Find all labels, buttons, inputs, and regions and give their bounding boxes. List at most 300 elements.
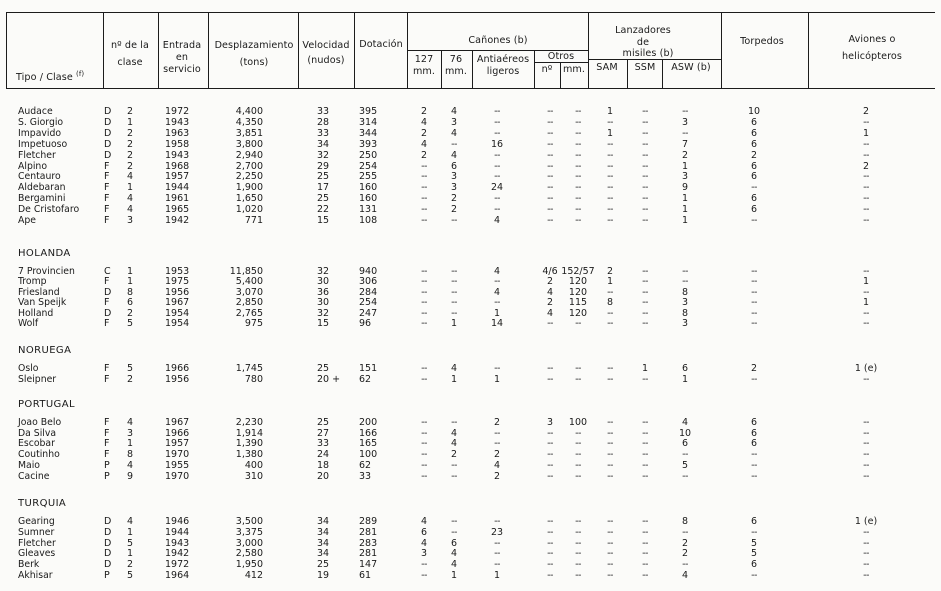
table-cell: 1967 [165,297,190,309]
table-cell: -- [607,438,613,450]
table-cell: 29 [317,160,330,172]
table-cell: 1944 [165,526,190,538]
table-cell: -- [547,215,553,226]
table-cell: 254 [359,160,378,172]
table-cell: -- [642,182,648,194]
table-cell: -- [607,516,613,527]
table-cell: 100 [568,417,588,428]
table-cell: 1954 [165,307,190,319]
table-cell: 6 [750,516,758,527]
table-cell: 4 [127,516,134,527]
table-cell: -- [547,363,553,374]
table-cell: 166 [359,427,378,439]
table-cell: -- [642,149,648,161]
table-cell: -- [642,548,648,560]
table-cell: 5 [750,537,758,549]
table-cell: 255 [359,171,378,183]
col-rule [588,12,589,88]
table-cell: 2 [420,127,428,139]
table-cell: F [104,427,110,439]
table-cell: 1963 [165,127,190,139]
header-antiaereos: ligeros [486,66,520,77]
table-cell: 9 [127,470,134,482]
table-cell: -- [682,127,688,139]
table-cell: -- [547,526,553,538]
table-cell: -- [607,204,613,216]
table-cell: -- [421,276,427,288]
table-cell: -- [642,318,648,329]
table-cell: -- [642,106,648,117]
table-left-rule [6,12,7,88]
table-cell: -- [607,449,613,461]
table-cell: 254 [359,297,378,309]
header-torpedos: Torpedos [740,36,784,47]
table-cell: -- [494,171,500,183]
table-cell: 1957 [165,171,190,183]
table-cell: 2,700 [235,160,263,172]
table-cell: -- [607,570,613,581]
table-cell: -- [607,160,613,172]
table-cell: 1 [641,363,649,374]
table-cell: 32 [317,307,330,319]
ship-name-cell: Centauro [18,171,61,183]
table-cell: -- [863,373,869,385]
table-cell: 3,000 [235,537,263,549]
table-cell: D [104,307,112,319]
ship-name-cell: De Cristofaro [18,204,80,216]
table-cell: 1955 [165,459,190,471]
table-cell: 6 [750,127,758,139]
table-cell: 4 [450,149,458,161]
col-rule [208,12,209,88]
table-cell: 6 [750,438,758,450]
ship-name-cell: Joao Belo [18,417,62,428]
table-cell: 200 [359,417,378,428]
table-cell: 2 [450,204,458,216]
table-cell: 61 [359,570,372,581]
table-cell: -- [575,559,581,571]
table-cell: 3 [681,116,689,128]
table-cell: 780 [244,373,263,385]
table-cell: -- [642,438,648,450]
table-cell: D [104,149,112,161]
table-cell: 18 [317,459,330,471]
table-cell: -- [575,116,581,128]
table-cell: 4 [420,516,428,527]
table-cell: -- [607,373,613,385]
table-cell: 20 + [317,373,341,385]
table-cell: 4 [450,427,458,439]
table-cell: 4 [450,127,458,139]
table-cell: P [104,459,110,471]
table-cell: 15 [317,318,330,329]
table-cell: 152/57 [561,266,595,277]
table-cell: F [104,297,110,309]
table-cell: 4 [127,204,134,216]
table-cell: -- [607,417,613,428]
table-cell: -- [751,570,757,581]
table-cell: 1 [862,127,870,139]
table-cell: -- [421,193,427,205]
header-aviones: Aviones o [848,34,896,45]
table-cell: 4 [546,286,554,298]
table-cell: 1946 [165,516,190,527]
table-cell: -- [421,204,427,216]
table-cell: -- [547,182,553,194]
table-cell: -- [863,193,869,205]
table-cell: -- [642,470,648,482]
table-cell: -- [642,570,648,581]
table-cell: 4,400 [235,106,263,117]
table-cell: -- [607,307,613,319]
table-cell: -- [642,204,648,216]
table-cell: -- [547,516,553,527]
subcol-rule [560,62,561,88]
table-cell: -- [607,548,613,560]
table-cell: -- [863,286,869,298]
table-cell: 4 [681,417,689,428]
table-cell: 3,800 [235,138,263,150]
table-cell: -- [421,307,427,319]
table-cell: 4 [450,438,458,450]
table-cell: 1953 [165,266,190,277]
table-cell: 6 [750,204,758,216]
table-cell: 1,914 [235,427,263,439]
table-cell: D [104,537,112,549]
table-cell: 2 [546,297,554,309]
table-cell: 1 (e) [854,363,878,374]
header-127: mm. [412,66,436,77]
table-cell: 344 [359,127,378,139]
table-cell: 25 [317,417,330,428]
table-cell: 314 [359,116,378,128]
header-desplazamiento: Desplazamiento [214,40,294,51]
table-cell: -- [494,537,500,549]
table-cell: -- [642,307,648,319]
table-cell: -- [421,459,427,471]
table-cell: -- [547,106,553,117]
table-cell: -- [547,570,553,581]
table-cell: 1 [127,116,134,128]
table-cell: 62 [359,373,372,385]
table-cell: -- [607,363,613,374]
table-cell: -- [642,193,648,205]
table-cell: 11,850 [229,266,263,277]
table-cell: 4 [493,266,501,277]
table-cell: 310 [244,470,263,482]
table-cell: -- [642,215,648,226]
table-cell: 9 [681,182,689,194]
table-cell: 5 [127,537,134,549]
col-rule [721,12,722,88]
table-cell: 1 [127,266,134,277]
table-cell: -- [451,297,457,309]
table-cell: 7 [681,138,689,150]
table-cell: -- [421,417,427,428]
table-cell: 108 [359,215,378,226]
table-cell: -- [575,193,581,205]
table-cell: -- [607,182,613,194]
table-cell: -- [607,286,613,298]
table-cell: -- [494,149,500,161]
table-cell: 165 [359,438,378,450]
table-cell: -- [607,537,613,549]
table-cell: -- [575,318,581,329]
table-cell: 25 [317,363,330,374]
table-cell: 1 [127,276,134,288]
table-cell: -- [607,318,613,329]
table-cell: -- [451,516,457,527]
table-cell: -- [863,307,869,319]
table-cell: -- [421,160,427,172]
table-cell: -- [607,215,613,226]
header-entrada: servicio [163,64,201,75]
table-cell: 1 [681,204,689,216]
table-cell: -- [421,171,427,183]
header-entrada: en [175,52,189,63]
table-cell: 3 [450,182,458,194]
table-cell: 20 [317,470,330,482]
header-lanzadores: misiles (b) [622,48,674,59]
table-cell: -- [863,438,869,450]
table-cell: 1 [862,276,870,288]
table-cell: -- [642,417,648,428]
table-cell: -- [494,559,500,571]
table-cell: -- [575,182,581,194]
table-cell: 30 [317,297,330,309]
table-cell: -- [751,526,757,538]
table-cell: -- [751,307,757,319]
table-cell: 3 [420,548,428,560]
table-cell: 1,950 [235,559,263,571]
ship-name-cell: Fletcher [18,537,56,549]
table-cell: -- [547,470,553,482]
table-cell: -- [682,470,688,482]
table-cell: 6 [450,537,458,549]
table-cell: -- [863,204,869,216]
table-cell: 1,900 [235,182,263,194]
table-cell: 4 [450,559,458,571]
table-cell: -- [607,470,613,482]
table-cell: 1943 [165,149,190,161]
table-cell: -- [421,363,427,374]
table-cell: 33 [317,438,330,450]
table-cell: 2 [493,470,501,482]
table-cell: 2 [127,160,134,172]
table-cell: 1 [681,215,689,226]
table-cell: 771 [244,215,263,226]
table-cell: D [104,548,112,560]
table-cell: 1 [606,127,614,139]
table-cell: -- [607,427,613,439]
table-cell: 4 [127,171,134,183]
ship-name-cell: S. Giorgio [18,116,64,128]
table-cell: 4 [420,116,428,128]
table-cell: -- [547,171,553,183]
table-cell: 3 [546,417,554,428]
table-cell: -- [642,459,648,471]
table-cell: 1943 [165,537,190,549]
table-cell: 2 [681,537,689,549]
header-asw: ASW (b) [671,62,711,73]
table-cell: 2 [862,160,870,172]
section-heading: TURQUIA [18,498,67,509]
table-cell: -- [547,459,553,471]
table-cell: 3 [681,318,689,329]
table-cell: 2,765 [235,307,263,319]
ship-name-cell: Akhisar [18,570,53,581]
table-cell: -- [421,449,427,461]
ship-name-cell: Da Silva [18,427,57,439]
header-entrada: Entrada [162,40,202,51]
ship-name-cell: Gearing [18,516,55,527]
table-cell: -- [421,570,427,581]
table-cell: 395 [359,106,378,117]
table-cell: -- [575,363,581,374]
table-cell: 2 [493,417,501,428]
table-cell: 3 [450,116,458,128]
table-cell: D [104,127,112,139]
table-cell: 5 [750,548,758,560]
table-cell: 34 [317,526,330,538]
table-cell: -- [451,215,457,226]
ship-name-cell: Impetuoso [18,138,68,150]
table-cell: 8 [127,449,134,461]
table-cell: 3,375 [235,526,263,538]
table-cell: 4 [420,537,428,549]
table-cell: -- [607,171,613,183]
col-rule [298,12,299,88]
table-cell: -- [421,427,427,439]
table-cell: 1943 [165,116,190,128]
table-cell: 2 [606,266,614,277]
table-cell: F [104,449,110,461]
table-cell: 5 [127,363,134,374]
table-cell: -- [494,427,500,439]
table-cell: D [104,138,112,150]
table-cell: -- [451,286,457,298]
table-cell: 2,230 [235,417,263,428]
table-cell: 6 [750,559,758,571]
table-cell: -- [575,459,581,471]
table-cell: -- [575,470,581,482]
header-dotacion: Dotación [359,39,403,50]
table-cell: -- [863,470,869,482]
table-cell: 33 [317,106,330,117]
table-cell: F [104,215,110,226]
table-cell: 25 [317,171,330,183]
table-cell: 34 [317,138,330,150]
table-cell: 1967 [165,417,190,428]
table-cell: 1956 [165,286,190,298]
table-cell: -- [575,427,581,439]
table-cell: -- [751,318,757,329]
table-cell: 6 [450,160,458,172]
table-cell: 1958 [165,138,190,150]
table-cell: 14 [490,318,504,329]
header-otros-mm: mm. [562,64,586,75]
table-cell: 22 [317,204,330,216]
table-cell: 4 [127,193,134,205]
table-cell: -- [642,449,648,461]
table-cell: -- [863,149,869,161]
table-cell: -- [575,516,581,527]
table-cell: -- [547,438,553,450]
table-cell: 6 [750,138,758,150]
table-cell: 1972 [165,559,190,571]
table-cell: 1968 [165,160,190,172]
table-cell: 283 [359,537,378,549]
subcol-rule [441,50,442,88]
table-cell: 1,650 [235,193,263,205]
table-cell: -- [642,297,648,309]
table-cell: -- [642,116,648,128]
table-cell: 6 [681,363,689,374]
section-heading: PORTUGAL [18,399,75,410]
table-cell: -- [421,470,427,482]
table-cell: D [104,116,112,128]
table-cell: -- [547,193,553,205]
table-cell: 8 [681,516,689,527]
header-otros: Otros [547,51,575,62]
table-cell: F [104,160,110,172]
table-cell: 120 [568,286,588,298]
table-cell: 1970 [165,449,190,461]
col-rule [808,12,809,88]
table-cell: 17 [317,182,330,194]
table-cell: 1956 [165,373,190,385]
table-cell: -- [575,171,581,183]
table-cell: 1966 [165,427,190,439]
table-cell: -- [494,297,500,309]
table-cell: 6 [750,427,758,439]
table-cell: -- [642,160,648,172]
table-cell: 10 [747,106,761,117]
table-cell: -- [863,570,869,581]
table-cell: 2 [493,449,501,461]
table-cell: D [104,559,112,571]
table-cell: 10 [678,427,692,439]
table-cell: -- [642,526,648,538]
table-cell: 2,580 [235,548,263,560]
table-cell: -- [451,470,457,482]
table-cell: 2 [681,548,689,560]
table-cell: -- [575,570,581,581]
table-cell: 1 [681,160,689,172]
ship-name-cell: Van Speijk [18,297,67,309]
table-cell: -- [575,106,581,117]
table-cell: -- [575,373,581,385]
col-rule [103,12,104,88]
table-cell: -- [863,427,869,439]
table-cell: 1964 [165,570,190,581]
table-cell: 5 [127,570,134,581]
table-cell: 2 [450,193,458,205]
table-cell: -- [494,363,500,374]
table-cell: -- [575,149,581,161]
table-cell: -- [575,204,581,216]
table-cell: 2 [750,363,758,374]
table-cell: -- [547,537,553,549]
table-cell: 15 [317,215,330,226]
subcol-rule [472,50,473,88]
table-cell: 281 [359,526,378,538]
table-cell: -- [451,266,457,277]
table-cell: 2 [127,149,134,161]
ship-name-cell: Tromp [18,276,47,288]
table-cell: -- [751,266,757,277]
table-cell: 34 [317,537,330,549]
